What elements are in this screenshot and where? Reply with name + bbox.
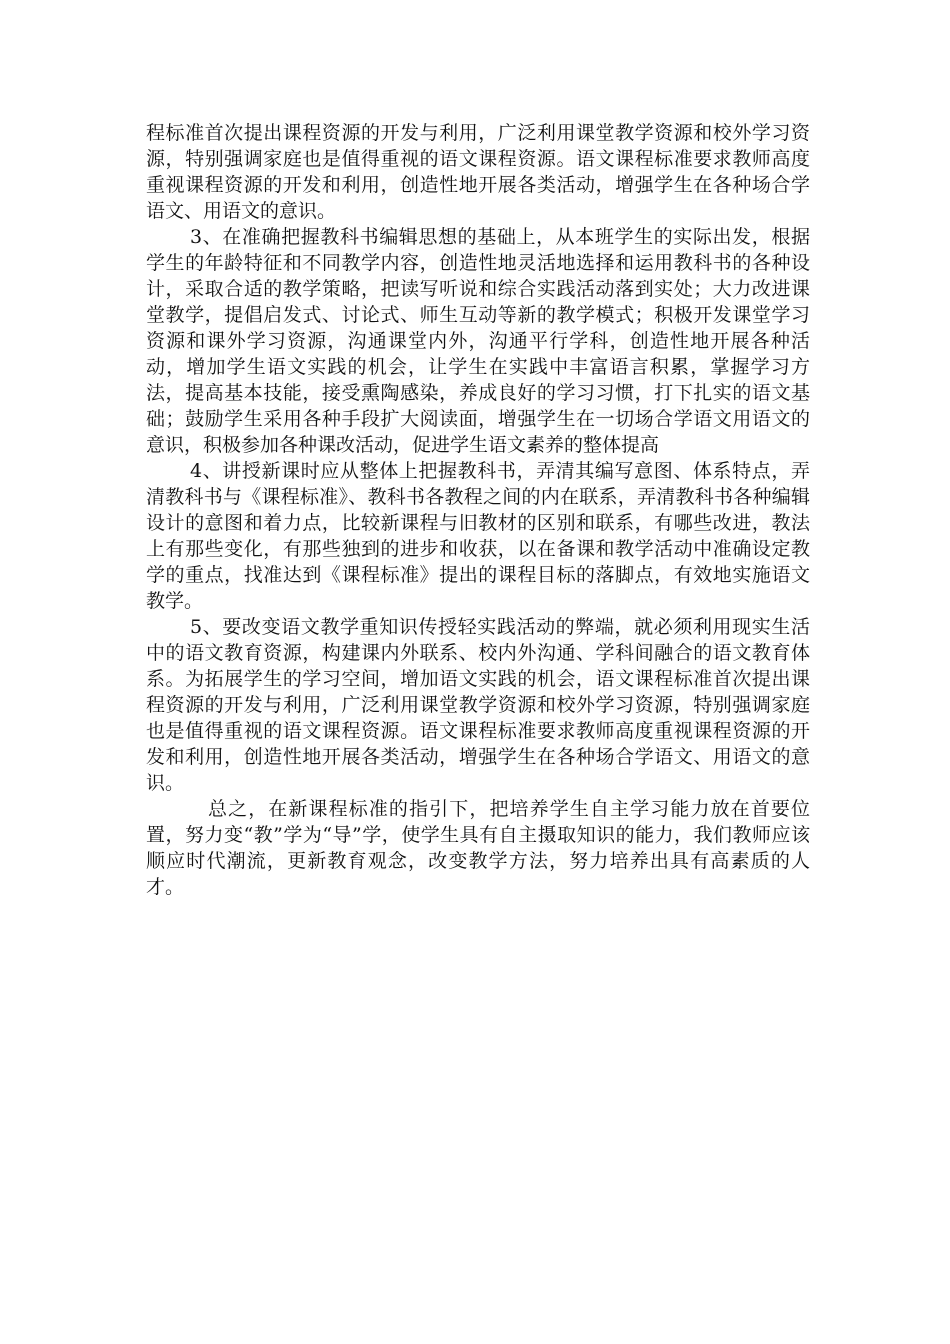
paragraph-item-5: 5、要改变语文教学重知识传授轻实践活动的弊端，就必须利用现实生活中的语文教育资源，构建课内外联系、校内外沟通、学科间融合的语文教育体系。为拓展学生的学习空间，增加语文实践的机会，语文课程标准首次提出课程资源的开发与利用，广泛利用课堂教学资源和校外学习资源，特别强调家庭也是值得重视的语文课程资源。语文课程标准要求教师高度重视课程资源的开发和利用，创造性地开展各类活动，增强学生在各种场合学语文、用语文的意识。 — [146, 616, 810, 794]
paragraph-item-3: 3、在准确把握教科书编辑思想的基础上，从本班学生的实际出发，根据学生的年龄特征和不同教学内容，创造性地灵活地选择和运用教科书的各种设计，采取合适的教学策略，把读写听说和综合实践活动落到实处；大力改进课堂教学，提倡启发式、讨论式、师生互动等新的教学模式；积极开发课堂学习资源和课外学习资源，沟通课堂内外，沟通平行学科，创造性地开展各种活动，增加学生语文实践的机会，让学生在实践中丰富语言积累，掌握学习方法，提高基本技能，接受熏陶感染，养成良好的学习习惯，打下扎实的语文基础；鼓励学生采用各种手段扩大阅读面，增强学生在一切场合学语文用语文的意识，积极参加各种课改活动，促进学生语文素养的整体提高 — [146, 226, 810, 456]
document-body — [146, 120, 810, 900]
paragraph-conclusion: 总之，在新课程标准的指引下，把培养学生自主学习能力放在首要位置，努力变“教”学为“导”学，使学生具有自主摄取知识的能力，我们教师应该顺应时代潮流，更新教育观念，改变教学方法，努力培养出具有高素质的人才。 — [146, 798, 810, 898]
paragraph-continuation: 程标准首次提出课程资源的开发与利用，广泛利用课堂教学资源和校外学习资源，特别强调家庭也是值得重视的语文课程资源。语文课程标准要求教师高度重视课程资源的开发和利用，创造性地开展各类活动，增强学生在各种场合学语文、用语文的意识。 — [146, 122, 810, 222]
paragraph-item-4: 4、讲授新课时应从整体上把握教科书，弄清其编写意图、体系特点，弄清教科书与《课程标准》、教科书各教程之间的内在联系，弄清教科书各种编辑设计的意图和着力点，比较新课程与旧教材的区别和联系，有哪些改进，教法上有那些变化，有那些独到的进步和收获，以在备课和教学活动中准确设定教学的重点，找准达到《课程标准》提出的课程目标的落脚点，有效地实施语文教学。 — [146, 460, 810, 612]
